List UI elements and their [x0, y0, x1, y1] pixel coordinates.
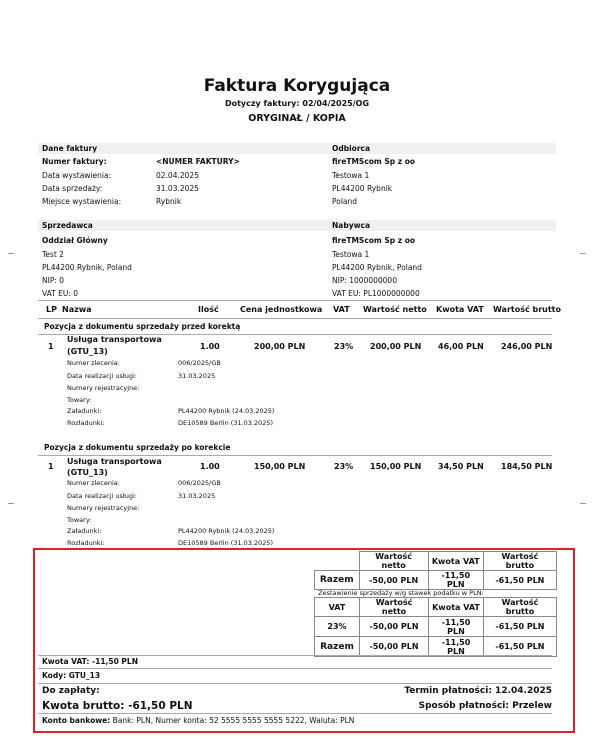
vat-rate-table [314, 597, 557, 657]
item-unit-price: 150,00 PLN [254, 462, 306, 471]
col-gross: Wartość brutto [493, 305, 562, 314]
issue-date-value: 02.04.2025 [156, 171, 199, 180]
totals-row-label: Razem [315, 571, 360, 590]
col-net: Wartość netto [363, 305, 427, 314]
document-subtitle: Dotyczy faktury: 02/04/2025/OG [224, 99, 370, 108]
rate-gross: -61,50 PLN [483, 617, 556, 637]
invoice-number-label: Numer faktury: [42, 157, 107, 166]
seller-vat-eu: VAT EU: 0 [42, 289, 79, 298]
detail-label: Numery rejestracyjne: [67, 384, 140, 392]
detail-value: PL44200 Rybnik (24.03.2025) [178, 407, 275, 415]
recipient-section-label: Odbiorca [332, 144, 371, 153]
buyer-nip: NIP: 1000000000 [332, 276, 397, 285]
col-unit-price: Cena jednostkowa [240, 305, 323, 314]
item-unit-price: 200,00 PLN [254, 342, 306, 351]
section-header-row [38, 220, 556, 231]
divider [38, 668, 552, 669]
sale-date-value: 31.03.2025 [156, 184, 199, 193]
recipient-name: fireTMScom Sp z oo [332, 157, 416, 166]
rate-value: 23% [315, 617, 360, 637]
detail-label: Załadunki: [67, 527, 102, 535]
sale-date-label: Data sprzedaży: [42, 184, 103, 193]
copy-label: ORYGINAŁ / KOPIA [248, 113, 346, 124]
detail-label: Towary: [67, 396, 92, 404]
detail-label: Rozładunki: [67, 539, 105, 547]
divider [38, 683, 552, 684]
seller-nip: NIP: 0 [42, 276, 65, 285]
breakdown-caption: Zestawienie sprzedaży w/g stawek podatku w PLN: [318, 589, 484, 597]
totals-gross-header: Wartość brutto [483, 552, 556, 571]
rate-header: VAT [315, 598, 360, 617]
totals-vat: -11,50 PLN [428, 571, 483, 590]
item-vat: 23% [334, 342, 354, 351]
item-net: 200,00 PLN [370, 342, 422, 351]
seller-street: Test 2 [42, 250, 64, 259]
item-gross: 184,50 PLN [501, 462, 553, 471]
divider [38, 455, 552, 456]
bank-account [42, 716, 354, 725]
totals-vat-header: Kwota VAT [428, 552, 483, 571]
rate-gross-header: Wartość brutto [483, 598, 556, 617]
item-lp: 1 [48, 462, 54, 471]
col-name: Nazwa [62, 305, 92, 314]
col-lp: LP [46, 305, 57, 314]
item-name-code: (GTU_13) [67, 347, 108, 356]
detail-label: Numer zlecenia: [67, 359, 120, 367]
rate-total-vat: -11,50 PLN [429, 637, 484, 657]
bank-account-value: Bank: PLN, Numer konta: 52 5555 5555 5555 5222, Waluta: PLN [112, 716, 355, 725]
totals-table [314, 551, 557, 590]
payment-method: Sposób płatności: Przelew [418, 701, 552, 711]
detail-label: Towary: [67, 516, 92, 524]
margin-tick [8, 253, 14, 254]
detail-label: Rozładunki: [67, 419, 105, 427]
item-qty: 1.00 [200, 462, 220, 471]
item-name: Usługa transportowa [67, 335, 162, 344]
item-name: Usługa transportowa [67, 457, 162, 466]
codes: Kody: GTU_13 [42, 671, 101, 680]
rate-total-gross: -61,50 PLN [483, 637, 556, 657]
issue-date-label: Data wystawienia: [42, 171, 112, 180]
detail-label: Załadunki: [67, 407, 102, 415]
detail-label: Data realizacji usługi: [67, 492, 137, 500]
item-vat: 23% [334, 462, 354, 471]
detail-label: Numery rejestracyjne: [67, 504, 140, 512]
divider [38, 300, 552, 301]
totals-gross: -61,50 PLN [483, 571, 556, 590]
divider [38, 655, 552, 656]
seller-section-label: Sprzedawca [42, 221, 93, 230]
detail-value: PL44200 Rybnik (24.03.2025) [178, 527, 275, 535]
divider [38, 713, 552, 714]
detail-value: 31.03.2025 [178, 492, 216, 500]
seller-city: PL44200 Rybnik, Poland [42, 263, 132, 272]
bank-account-label: Konto bankowe: [42, 716, 111, 725]
item-net: 150,00 PLN [370, 462, 422, 471]
block-label: Pozycja z dokumentu sprzedaży po korekcie [44, 443, 231, 452]
rate-total-net: -50,00 PLN [360, 637, 429, 657]
rate-vat-header: Kwota VAT [429, 598, 484, 617]
block-label: Pozycja z dokumentu sprzedaży przed korektą [44, 322, 241, 331]
detail-value: DE10589 Berlin (31.03.2025) [178, 539, 274, 547]
buyer-vat-eu: VAT EU: PL1000000000 [332, 289, 420, 298]
place-label: Miejsce wystawienia: [42, 197, 122, 206]
detail-value: DE10589 Berlin (31.03.2025) [178, 419, 274, 427]
item-qty: 1.00 [200, 342, 220, 351]
item-name-code: (GTU_13) [67, 468, 108, 477]
col-vat-amount: Kwota VAT [436, 305, 484, 314]
rate-net-header: Wartość netto [360, 598, 429, 617]
buyer-city: PL44200 Rybnik, Poland [332, 263, 422, 272]
margin-tick [580, 253, 586, 254]
item-vat-amount: 34,50 PLN [438, 462, 484, 471]
gross-total: Kwota brutto: -61,50 PLN [42, 700, 193, 712]
recipient-street: Testowa 1 [332, 171, 370, 180]
invoice-number-value: <NUMER FAKTURY> [156, 157, 240, 166]
seller-name: Oddział Główny [42, 236, 108, 245]
to-pay-label: Do zapłaty: [42, 686, 100, 696]
margin-tick [580, 503, 586, 504]
recipient-city: PL44200 Rybnik [332, 184, 393, 193]
section-header-row [38, 143, 556, 154]
place-value: Rybnik [156, 197, 182, 206]
item-gross: 246,00 PLN [501, 342, 553, 351]
buyer-street: Testowa 1 [332, 250, 370, 259]
totals-net: -50,00 PLN [359, 571, 428, 590]
rate-net: -50,00 PLN [360, 617, 429, 637]
item-lp: 1 [48, 342, 54, 351]
detail-value: 31.03.2025 [178, 372, 216, 380]
buyer-name: fireTMScom Sp z oo [332, 236, 416, 245]
detail-value: 006/2025/GB [178, 359, 221, 367]
invoice-section-label: Dane faktury [42, 144, 98, 153]
document-title: Faktura Korygująca [203, 76, 391, 96]
item-vat-amount: 46,00 PLN [438, 342, 484, 351]
detail-label: Numer zlecenia: [67, 479, 120, 487]
detail-value: 006/2025/GB [178, 479, 221, 487]
totals-net-header: Wartość netto [359, 552, 428, 571]
detail-label: Data realizacji usługi: [67, 372, 137, 380]
col-vat: VAT [333, 305, 350, 314]
divider [38, 318, 552, 319]
margin-tick [8, 503, 14, 504]
col-qty: Ilość [198, 305, 219, 314]
payment-due: Termin płatności: 12.04.2025 [404, 686, 552, 696]
buyer-section-label: Nabywca [332, 221, 371, 230]
vat-total: Kwota VAT: -11,50 PLN [42, 657, 138, 666]
rate-vat: -11,50 PLN [429, 617, 484, 637]
recipient-country: Poland [332, 197, 358, 206]
rate-total-label: Razem [315, 637, 360, 657]
